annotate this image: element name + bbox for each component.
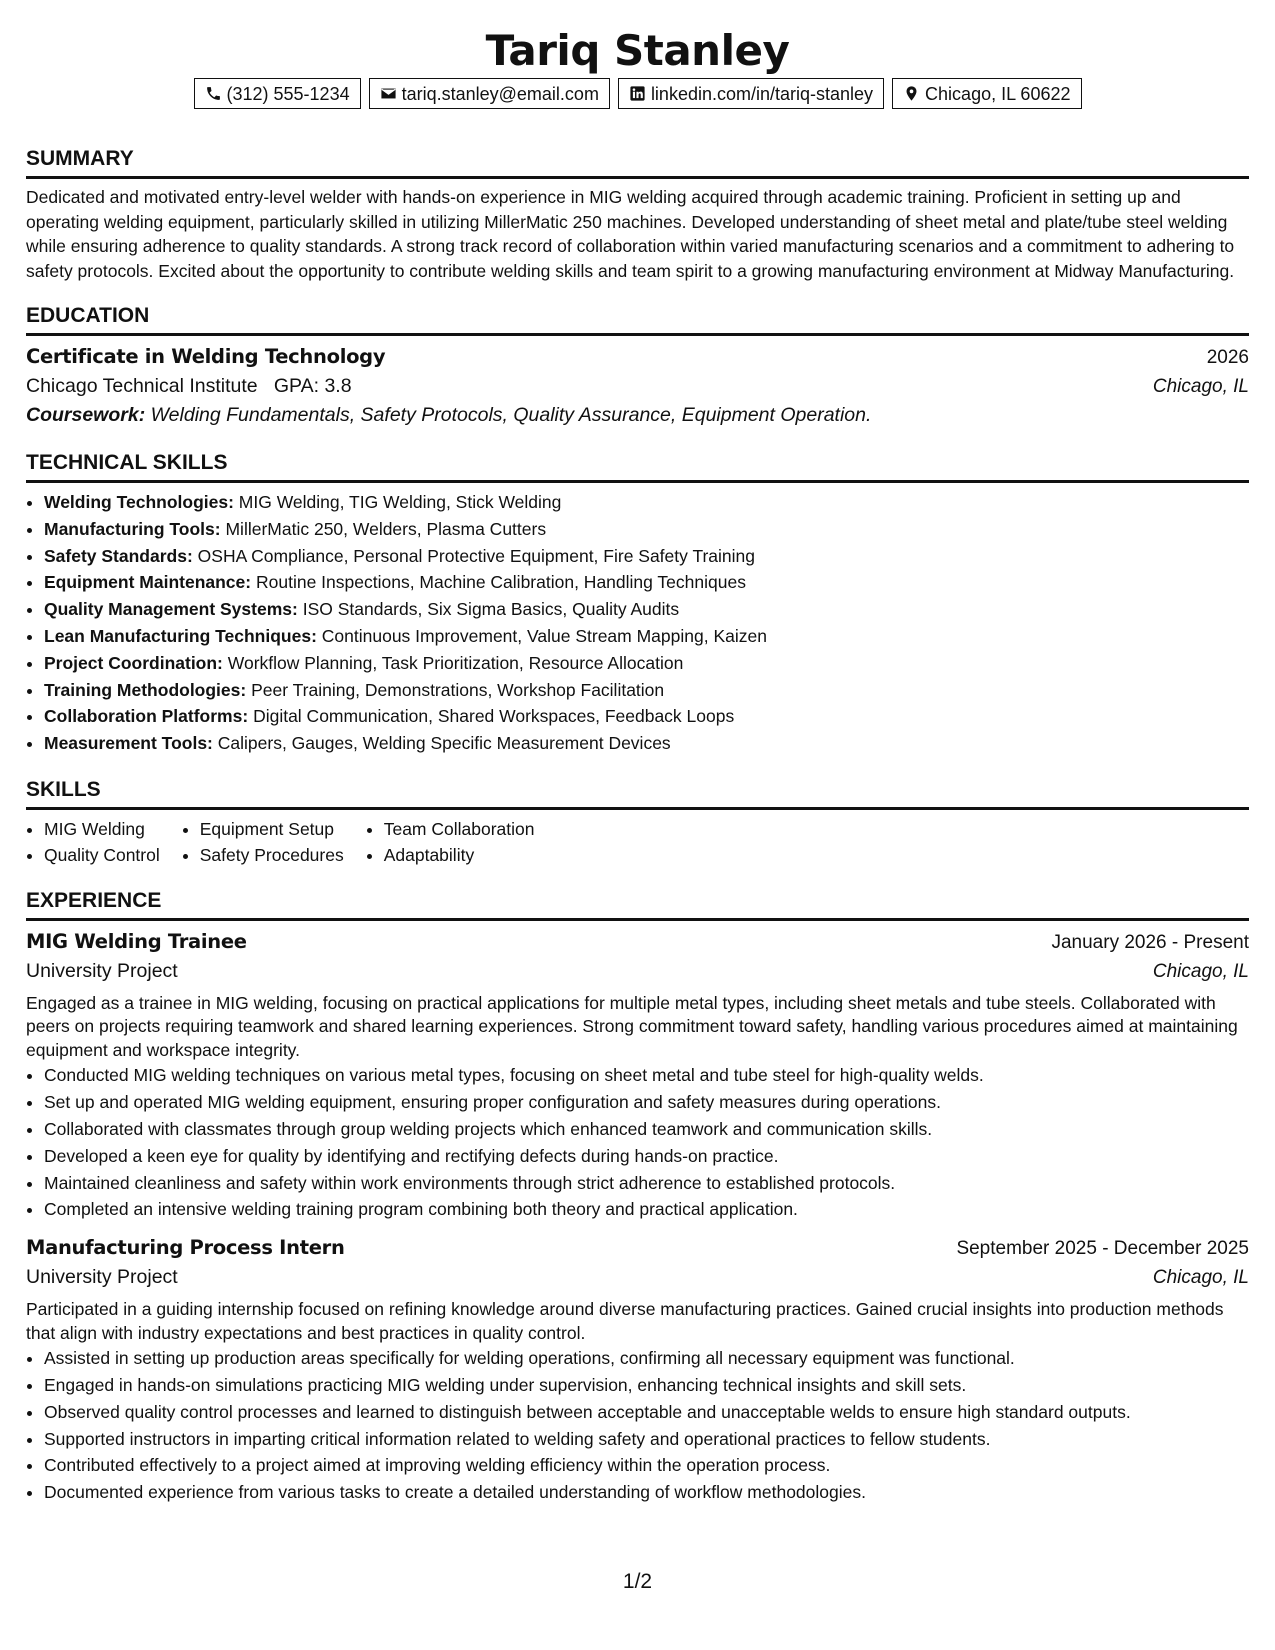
school-name: Chicago Technical Institute — [26, 375, 258, 397]
technical-skill-item — [44, 569, 1249, 596]
candidate-name: Tariq Stanley — [485, 26, 790, 75]
technical-skill-item — [44, 596, 1249, 623]
experience-entry — [26, 1233, 1249, 1506]
technical-skill-value: Continuous Improvement, Value Stream Mapping, Kaizen — [321, 625, 767, 646]
job-dates: January 2026 - Present — [1051, 931, 1249, 953]
job-bullet: • Assisted in setting up production areas specifically for welding operations, confirming all necessary equipment was functional. — [44, 1345, 1249, 1372]
job-bullet: • Maintained cleanliness and safety within work environments through strict adherence to established protocols. — [44, 1170, 1249, 1197]
contact-email[interactable] — [369, 78, 610, 109]
job-bullet: • Collaborated with classmates through group welding projects which enhanced teamwork and communication skills. — [44, 1116, 1249, 1143]
coursework-text: Welding Fundamentals, Safety Protocols, Quality Assurance, Equipment Operation. — [150, 404, 872, 426]
technical-skills-heading: TECHNICAL SKILLS — [26, 450, 1249, 483]
skills-grid — [26, 816, 1249, 868]
contact-location — [892, 78, 1081, 109]
job-bullet: • Observed quality control processes and learned to distinguish between acceptable and unacceptable welds to ensure high standard outputs. — [44, 1399, 1249, 1426]
job-bullet: • Completed an intensive welding training program combining both theory and practical application. — [44, 1196, 1249, 1223]
skill-item: • Team Collaboration — [384, 816, 535, 842]
technical-skill-label: Project Coordination: — [44, 652, 223, 673]
technical-skill-label: Training Methodologies: — [44, 679, 247, 700]
school-location: Chicago, IL — [1152, 376, 1249, 397]
job-location: Chicago, IL — [1152, 960, 1249, 982]
job-bullets — [26, 1345, 1249, 1506]
skills-heading: SKILLS — [26, 777, 1249, 810]
technical-skill-value: Digital Communication, Shared Workspaces, Feedback Loops — [253, 706, 735, 727]
technical-skill-label: Lean Manufacturing Techniques: — [44, 625, 317, 646]
job-org: University Project — [26, 959, 178, 982]
experience-list — [26, 927, 1249, 1506]
job-bullet: • Set up and operated MIG welding equipment, ensuring proper configuration and safety measures during operations. — [44, 1089, 1249, 1116]
contact-linkedin-text: linkedin.com/in/tariq-stanley — [650, 83, 874, 104]
technical-skill-item — [44, 703, 1249, 730]
job-header-row — [26, 1233, 1249, 1263]
technical-skill-value: Calipers, Gauges, Welding Specific Measurement Devices — [217, 733, 671, 754]
technical-skill-value: Workflow Planning, Task Prioritization, Resource Allocation — [227, 652, 684, 673]
job-bullet: • Contributed effectively to a project aimed at improving welding efficiency within the operation process. — [44, 1452, 1249, 1479]
job-bullet: • Conducted MIG welding techniques on various metal types, focusing on sheet metal and tube steel for high-quality welds. — [44, 1062, 1249, 1089]
job-description: Engaged as a trainee in MIG welding, focusing on practical applications for multiple metal types, including sheet metals and tube steels. Collaborated with peers on projects requiring teamwork and shared learning experiences. Strong commitment toward safety, handling various procedures aimed at maintaining equipment and workspace integrity. — [26, 992, 1238, 1060]
coursework-line — [26, 401, 1249, 430]
summary-heading: SUMMARY — [26, 146, 1249, 179]
education-header-row — [26, 342, 1249, 372]
envelope-icon — [380, 85, 397, 102]
technical-skill-item — [44, 543, 1249, 570]
school-line — [26, 372, 352, 401]
experience-heading: EXPERIENCE — [26, 888, 1249, 921]
technical-skill-item — [44, 650, 1249, 677]
contact-bar — [26, 78, 1249, 109]
technical-skill-item — [44, 489, 1249, 516]
degree-year: 2026 — [1206, 347, 1249, 368]
job-sub-row — [26, 1263, 1249, 1292]
job-title: Manufacturing Process Intern — [26, 1236, 345, 1260]
skills-column — [26, 816, 160, 868]
skill-item: • Adaptability — [384, 842, 535, 868]
education-sub-row — [26, 372, 1249, 401]
technical-skills-list — [26, 489, 1249, 757]
job-bullets — [26, 1062, 1249, 1223]
job-description: Participated in a guiding internship focused on refining knowledge around diverse manufacturing practices. Gained crucial insights into production methods that align with industry expectations and best practices in quality control. — [26, 1299, 1224, 1343]
map-pin-icon — [903, 85, 920, 102]
technical-skill-value: MIG Welding, TIG Welding, Stick Welding — [238, 492, 562, 512]
skill-item: • Safety Procedures — [200, 842, 344, 868]
technical-skill-item — [44, 730, 1249, 757]
technical-skill-label: Quality Management Systems: — [44, 599, 298, 620]
job-header-row — [26, 927, 1249, 957]
skills-column — [366, 816, 535, 868]
contact-linkedin[interactable] — [618, 78, 884, 109]
job-sub-row — [26, 957, 1249, 986]
contact-phone-text: (312) 555-1234 — [226, 83, 350, 104]
phone-icon — [205, 85, 222, 102]
contact-email-text: tariq.stanley@email.com — [401, 83, 599, 104]
job-title: MIG Welding Trainee — [26, 929, 247, 953]
linkedin-icon — [629, 85, 646, 102]
technical-skill-item — [44, 623, 1249, 650]
job-bullet: • Engaged in hands-on simulations practicing MIG welding under supervision, enhancing technical insights and skill sets. — [44, 1372, 1249, 1399]
technical-skill-value: OSHA Compliance, Personal Protective Equipment, Fire Safety Training — [197, 545, 756, 566]
technical-skill-value: Routine Inspections, Machine Calibration, Handling Techniques — [255, 572, 746, 593]
school-gpa: GPA: 3.8 — [273, 375, 352, 397]
skills-column — [182, 816, 344, 868]
technical-skill-label: Collaboration Platforms: — [44, 706, 249, 727]
technical-skill-label: Welding Technologies: — [44, 492, 234, 512]
job-bullet: • Supported instructors in imparting critical information related to welding safety and operational practices to fellow students. — [44, 1426, 1249, 1453]
technical-skill-value: MillerMatic 250, Welders, Plasma Cutters — [225, 518, 547, 539]
technical-skill-value: ISO Standards, Six Sigma Basics, Quality Audits — [302, 599, 680, 620]
job-bullet: • Documented experience from various tasks to create a detailed understanding of workflow methodologies. — [44, 1479, 1249, 1506]
skill-item: • Equipment Setup — [200, 816, 344, 842]
job-dates: September 2025 - December 2025 — [956, 1238, 1249, 1260]
technical-skill-label: Manufacturing Tools: — [44, 518, 221, 539]
skill-item: • MIG Welding — [44, 816, 160, 842]
job-org: University Project — [26, 1266, 178, 1289]
technical-skill-item — [44, 516, 1249, 543]
technical-skill-item — [44, 677, 1249, 704]
degree-title: Certificate in Welding Technology — [26, 345, 386, 368]
job-location: Chicago, IL — [1152, 1267, 1249, 1289]
technical-skill-label: Measurement Tools: — [44, 733, 213, 754]
technical-skill-value: Peer Training, Demonstrations, Workshop Facilitation — [251, 679, 665, 700]
summary-text: Dedicated and motivated entry-level welder with hands-on experience in MIG welding acquired through academic training. Proficient in setting up and operating welding equipment, particularly skilled in utilizing MillerMatic 250 machines. Developed understanding of sheet metal and plate/tube steel welding while ensuring adherence to quality standards. A strong track record of collaboration within varied manufacturing scenarios and a commitment to adhering to safety protocols. Excited about the opportunity to contribute welding skills and team spirit to a growing manufacturing environment at Midway Manufacturing. — [26, 187, 1235, 281]
experience-entry — [26, 927, 1249, 1223]
technical-skill-label: Equipment Maintenance: — [44, 572, 252, 593]
contact-phone[interactable] — [194, 78, 361, 109]
job-bullet: • Developed a keen eye for quality by identifying and rectifying defects during hands-on practice. — [44, 1143, 1249, 1170]
page-number: 1/2 — [622, 1570, 653, 1593]
contact-location-text: Chicago, IL 60622 — [925, 83, 1071, 104]
education-heading: EDUCATION — [26, 303, 1249, 336]
technical-skill-label: Safety Standards: — [44, 545, 193, 566]
coursework-label: Coursework: — [26, 404, 146, 426]
skill-item: • Quality Control — [44, 842, 160, 868]
